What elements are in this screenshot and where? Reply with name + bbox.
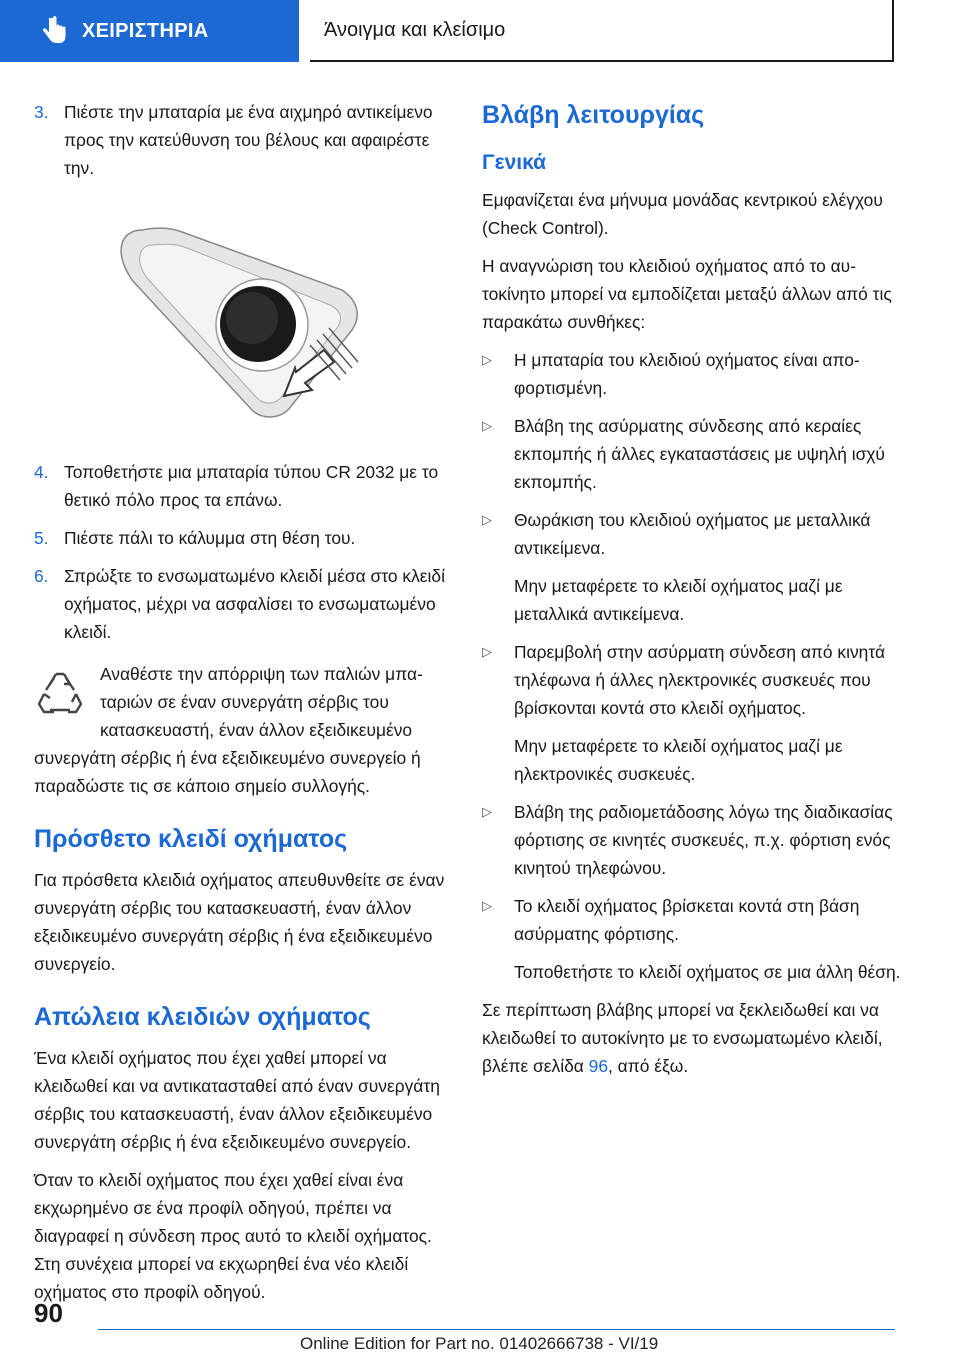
- recycling-text: Αναθέστε την απόρριψη των παλιών μπαταριών σε έναν συνεργάτη σέρβις του κατασκευαστή, έναν άλλον εξειδικευμένο συνεργάτη σέρβις ή ένα εξειδικευμένο συνεργείο ή παραδώστε τις σε κάποιο σημείο συλλογής.: [34, 664, 423, 796]
- step-3: [34, 98, 452, 182]
- list-item-note: Μην μεταφέρετε το κλειδί οχήματος μαζί με μεταλλικά αντικείμενα.: [514, 576, 843, 624]
- manual-title: ΧΕΙΡΙΣΤΗΡΙΑ: [82, 19, 209, 42]
- list-item: [482, 506, 902, 562]
- footer-divider: [98, 1329, 895, 1330]
- list-item-text: Η μπαταρία του κλειδιού οχήματος είναι αποφορτισμένη.: [514, 350, 860, 398]
- fallback-text-end: , από έξω.: [608, 1056, 689, 1076]
- paragraph-check-control: Εμφανίζεται ένα μήνυμα μονάδας κεντρικού ελέγχου (Check Control).: [482, 190, 883, 238]
- list-item-text: Βλάβη της ασύρματης σύνδεσης από κεραίες εκπομπής ή άλλες εγκαταστάσεις με υψηλή ισχύ εκπομπής.: [514, 416, 885, 492]
- list-item-note: Μην μεταφέρετε το κλειδί οχήματος μαζί με ηλεκτρονικές συσκευές.: [514, 736, 843, 784]
- step-text: Σπρώξτε το ενσωματωμένο κλειδί μέσα στο κλειδί οχήματος, μέχρι να ασφαλίσει το ενσωματωμένο κλειδί.: [64, 566, 445, 642]
- edition-info: Online Edition for Part no. 01402666738 - VI/19: [300, 1334, 659, 1353]
- list-item-text: Παρεμβολή στην ασύρματη σύνδεση από κινητά τηλέφωνα ή άλλες ηλεκτρονικές συσκευές που βρίσκονται κοντά στο κλειδί οχήματος.: [514, 642, 886, 718]
- step-number: 3.: [34, 102, 49, 122]
- step-6: [34, 562, 452, 646]
- triangle-bullet-icon: ▷: [482, 418, 492, 433]
- list-item: [482, 346, 902, 402]
- step-number: 5.: [34, 528, 49, 548]
- paragraph-conditions: Η αναγνώριση του κλειδιού οχήματος από το αυτοκίνητο μπορεί να εμποδίζεται μεταξύ άλλων από τις παρακάτω συνθήκες:: [482, 256, 892, 332]
- triangle-bullet-icon: ▷: [482, 898, 492, 913]
- triangle-bullet-icon: ▷: [482, 352, 492, 367]
- heading-general: Γενικά: [482, 151, 547, 174]
- triangle-bullet-icon: ▷: [482, 804, 492, 819]
- paragraph-key-loss-1: Ένα κλειδί οχήματος που έχει χαθεί μπορεί να κλειδωθεί και να αντικατασταθεί από έναν συνεργάτη σέρβις του κατασκευαστή, έναν άλλον εξειδικευμένο συνεργάτη σέρβις ή ένα εξειδικευμένο συνεργείο.: [34, 1048, 440, 1152]
- step-text: Πιέστε πάλι το κάλυμμα στη θέση του.: [64, 528, 356, 548]
- header-section: [310, 0, 894, 62]
- heading-malfunction: Βλάβη λειτουργίας: [482, 101, 705, 129]
- page-number: 90: [34, 1298, 63, 1328]
- heading-key-loss: Απώλεια κλειδιών οχήματος: [34, 1003, 371, 1031]
- triangle-bullet-icon: ▷: [482, 644, 492, 659]
- paragraph-key-loss-2: Όταν το κλειδί οχήματος που έχει χαθεί είναι ένα εκχωρημένο σε ένα προφίλ οδηγού, πρέπει να διαγραφεί η σύνδεση προς αυτό το κλειδί οχήματος. Στη συνέχεια μπορεί να εκχωρηθεί ένα νέο κλειδί οχήματος στο προφίλ οδηγού.: [34, 1170, 432, 1302]
- list-item: [482, 798, 902, 882]
- step-number: 4.: [34, 462, 49, 482]
- list-item: [482, 412, 902, 496]
- list-item-text: Το κλειδί οχήματος βρίσκεται κοντά στη βάση ασύρματης φόρτισης.: [514, 896, 860, 944]
- list-item-text: Βλάβη της ραδιομετάδοσης λόγω της διαδικασίας φόρτισης σε κινητές συσκευές, π.χ. φόρτιση ενός κινητού τηλεφώνου.: [514, 802, 893, 878]
- step-number: 6.: [34, 566, 49, 586]
- list-item-text: Θωράκιση του κλειδιού οχήματος με μεταλλικά αντικείμενα.: [514, 510, 871, 558]
- recycle-icon: [34, 666, 86, 718]
- right-column: [482, 98, 902, 1090]
- heading-additional-key: Πρόσθετο κλειδί οχήματος: [34, 825, 348, 853]
- paragraph-additional-key: Για πρόσθετα κλειδιά οχήματος απευθυνθείτε σε έναν συνεργάτη σέρβις του κατασκευαστή, έναν άλλον εξειδικευμένο συνεργάτη σέρβις ή ένα εξειδικευμένο συνεργείο.: [34, 870, 445, 974]
- list-item: [482, 638, 902, 722]
- triangle-bullet-icon: ▷: [482, 512, 492, 527]
- hand-pointer-icon: [40, 16, 68, 46]
- step-5: [34, 524, 452, 552]
- recycling-note: [34, 660, 452, 800]
- paragraph-fallback: [482, 996, 902, 1080]
- step-4: [34, 458, 452, 514]
- fallback-text: Σε περίπτωση βλάβης μπορεί να ξεκλειδωθεί και να κλειδωθεί το αυτοκίνητο με το ενσωματωμένο κλειδί, βλέπε σελίδα: [482, 1000, 883, 1076]
- list-item: [482, 892, 902, 948]
- section-title: Άνοιγμα και κλείσιμο: [324, 18, 506, 41]
- key-battery-illustration: [112, 220, 372, 420]
- left-column: [34, 98, 452, 1316]
- header-manual-tab[interactable]: [0, 0, 299, 62]
- step-text: Τοποθετήστε μια μπαταρία τύπου CR 2032 με το θετικό πόλο προς τα επάνω.: [64, 462, 439, 510]
- page-reference-link[interactable]: 96: [588, 1056, 608, 1076]
- list-item-note: Τοποθετήστε το κλειδί οχήματος σε μια άλλη θέση.: [514, 962, 901, 982]
- step-text: Πιέστε την μπαταρία με ένα αιχμηρό αντικείμενο προς την κατεύθυνση του βέλους και αφαιρέστε την.: [64, 102, 433, 178]
